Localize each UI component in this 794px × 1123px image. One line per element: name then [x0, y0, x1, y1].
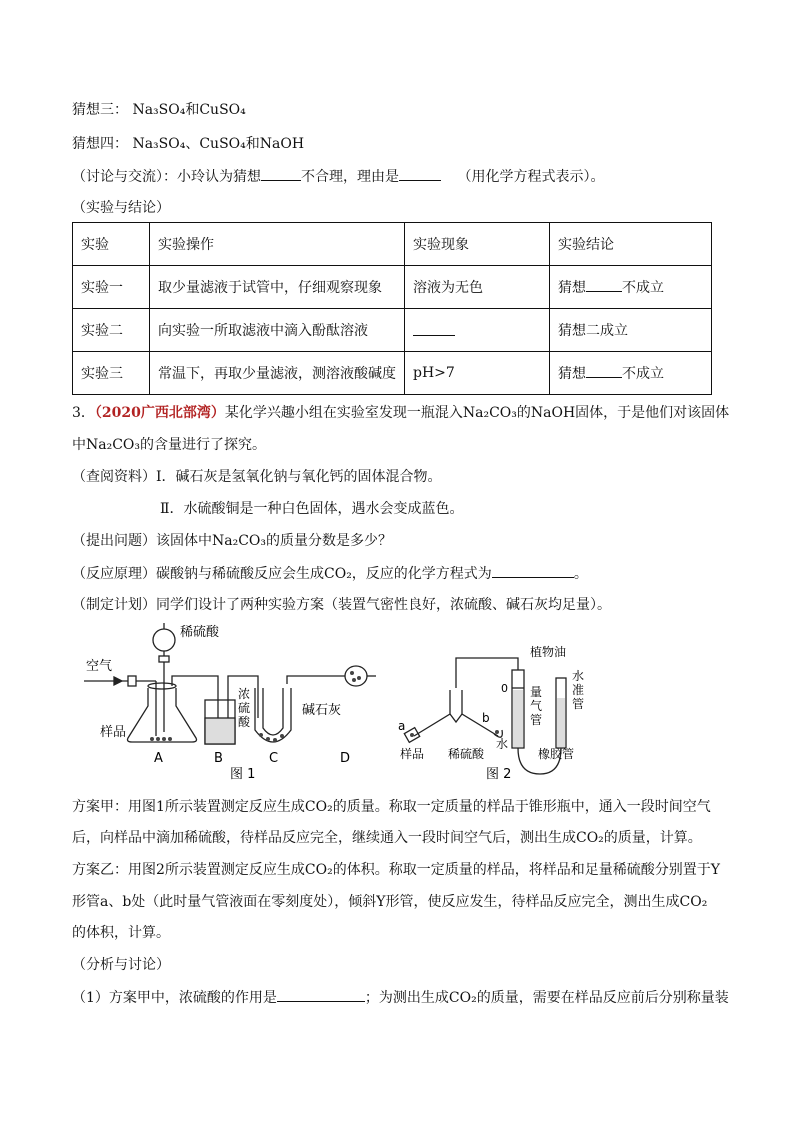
- label-burette-3: 管: [530, 713, 543, 727]
- table-row: [73, 309, 712, 352]
- label-A: A: [154, 751, 163, 766]
- label-rubber-tube: 橡胶管: [538, 747, 575, 761]
- table-cell: 实验一: [73, 266, 150, 309]
- discussion-line: [72, 166, 604, 187]
- discussion-text-a: （讨论与交流）：小玲认为猜想: [72, 169, 261, 185]
- table-cell: 猜想二成立: [550, 309, 712, 352]
- label-a: a: [398, 719, 406, 733]
- question-text: 某化学兴趣小组在实验室发现一瓶混入Na₂CO₃的NaOH固体，于是他们对该固体: [224, 405, 730, 421]
- cell-text: 猜想: [558, 366, 586, 382]
- table-header: 实验操作: [150, 223, 405, 266]
- hypothesis-3-formula: Na₃SO₄和CuSO₄: [132, 102, 246, 118]
- principle-line: [72, 563, 588, 584]
- figure-1: [80, 618, 380, 787]
- label-level-tube-3: 管: [572, 697, 585, 711]
- plan-b-line-3: 的体积，计算。: [72, 925, 170, 941]
- analysis-heading: （分析与讨论）: [72, 957, 170, 973]
- table-cell: [550, 266, 712, 309]
- table-header: 实验: [73, 223, 150, 266]
- label-burette-1: 量: [530, 685, 543, 699]
- hypothesis-4-prefix: 猜想四：: [72, 136, 128, 152]
- principle-end: 。: [573, 566, 588, 582]
- figure-1-caption: 图 1: [230, 767, 256, 782]
- label-conc-acid-3: 酸: [238, 715, 251, 729]
- answer-blank[interactable]: [586, 277, 622, 292]
- plan-line: （制定计划）同学们设计了两种实验方案（装置气密性良好，浓硫酸、碱石灰均足量）。: [72, 597, 611, 613]
- principle-text: （反应原理）碳酸钠与稀硫酸反应会生成CO₂，反应的化学方程式为: [72, 566, 492, 582]
- answer-blank[interactable]: [586, 363, 622, 378]
- discussion-text-c: （用化学方程式表示）。: [457, 169, 605, 185]
- label-level-tube-1: 水: [572, 669, 585, 683]
- question-statement: （提出问题）该固体中Na₂CO₃的质量分数是多少？: [72, 533, 393, 549]
- question-source: （2020广西北部湾）: [94, 405, 225, 421]
- table-cell: 取少量滤液于试管中，仔细观察现象: [150, 266, 405, 309]
- question-number: 3．: [72, 405, 95, 421]
- discussion-text-b: 不合理，理由是: [301, 169, 399, 185]
- table-cell: 实验三: [73, 352, 150, 395]
- label-burette-2: 气: [530, 699, 543, 713]
- q1-line: [72, 987, 729, 1008]
- table-cell: [550, 352, 712, 395]
- table-cell: 溶液为无色: [405, 266, 550, 309]
- plan-a-line-2: 后，向样品中滴加稀硫酸，待样品反应完全，继续通入一段时间空气后，测出生成CO₂的质量，计算。: [72, 830, 702, 846]
- table-cell: 常温下，再取少量滤液，测溶液酸碱度: [150, 352, 405, 395]
- label-B: B: [214, 751, 223, 766]
- q1-text-a: （1）方案甲中，浓硫酸的作用是: [72, 990, 277, 1006]
- answer-blank[interactable]: [413, 321, 455, 336]
- table-cell: 实验二: [73, 309, 150, 352]
- label-C: C: [269, 751, 279, 766]
- hypothesis-3-prefix: 猜想三：: [72, 102, 128, 118]
- label-b: b: [482, 711, 490, 725]
- table-row: [73, 352, 712, 395]
- table-cell: [405, 309, 550, 352]
- label-water: 水: [496, 737, 509, 751]
- plan-b-line-1: 方案乙：用图2所示装置测定反应生成CO₂的体积。称取一定质量的样品，将样品和足量稀硫酸分别置于Y: [72, 862, 720, 878]
- experiment-table: [72, 222, 712, 395]
- plan-a-line-1: 方案甲：用图1所示装置测定反应生成CO₂的质量。称取一定质量的样品于锥形瓶中，通入一段时间空气: [72, 799, 711, 815]
- q1-text-b: ；为测出生成CO₂的质量，需要在样品反应前后分别称量装: [364, 990, 729, 1006]
- table-row: [73, 266, 712, 309]
- label-sample: 样品: [100, 725, 127, 740]
- answer-blank[interactable]: [277, 987, 365, 1002]
- hypothesis-3: [72, 100, 246, 120]
- label-level-tube-2: 准: [572, 683, 585, 697]
- info-1: （查阅资料）Ⅰ．碱石灰是氢氧化钠与氧化钙的固体混合物。: [72, 469, 442, 485]
- plan-b-line-2: 形管a、b处（此时量气管液面在零刻度处），倾斜Y形管，使反应发生，待样品反应完全，测出生成CO₂: [72, 894, 708, 910]
- label-air: 空气: [86, 659, 113, 674]
- label-conc-acid-2: 硫: [238, 701, 251, 715]
- question-3-line-1: [72, 403, 729, 423]
- figure-2-caption: 图 2: [486, 767, 512, 782]
- cell-text: 不成立: [622, 366, 664, 382]
- label-dilute-acid: 稀硫酸: [180, 625, 220, 640]
- answer-blank[interactable]: [261, 166, 301, 181]
- label-burette: [530, 685, 546, 727]
- label-dilute-acid: 稀硫酸: [448, 747, 485, 761]
- hypothesis-4-formula: Na₃SO₄、CuSO₄和NaOH: [132, 136, 305, 152]
- label-D: D: [340, 751, 351, 766]
- info-2: Ⅱ．水硫酸铜是一种白色固体，遇水会变成蓝色。: [160, 501, 464, 517]
- table-header: 实验现象: [405, 223, 550, 266]
- figure-2-apparatus: [398, 618, 608, 783]
- figure-1-apparatus: [80, 618, 380, 783]
- table-cell: pH>7: [405, 352, 550, 395]
- table-header: 实验结论: [550, 223, 712, 266]
- label-soda-lime: 碱石灰: [302, 703, 342, 718]
- question-3-line-2: 中Na₂CO₃的含量进行了探究。: [72, 437, 267, 453]
- label-sample: 样品: [400, 747, 425, 761]
- cell-text: 猜想: [558, 280, 586, 296]
- label-conc-acid-1: 浓: [238, 687, 251, 701]
- label-conc-acid: [238, 687, 254, 729]
- label-zero: 0: [501, 682, 508, 695]
- cell-text: 不成立: [622, 280, 664, 296]
- figure-2: [398, 618, 608, 787]
- answer-blank[interactable]: [399, 166, 441, 181]
- label-plant-oil: 植物油: [530, 645, 567, 659]
- answer-blank[interactable]: [492, 563, 574, 578]
- label-level-tube: [572, 668, 588, 711]
- hypothesis-4: [72, 134, 304, 154]
- experiment-heading: （实验与结论）: [72, 200, 170, 216]
- table-cell: 向实验一所取滤液中滴入酚酞溶液: [150, 309, 405, 352]
- table-header-row: [73, 223, 712, 266]
